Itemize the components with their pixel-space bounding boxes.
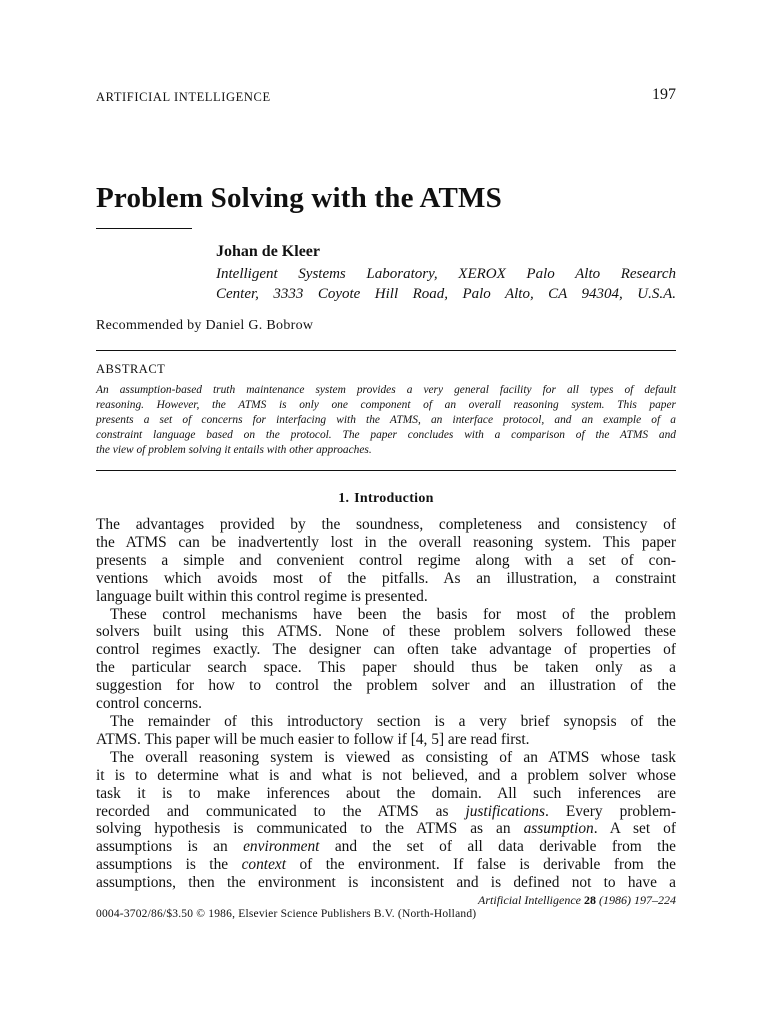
citation-pages: (1986) 197–224: [599, 893, 676, 907]
abstract-bottom-rule: [96, 470, 676, 471]
body-line: The overall reasoning system is viewed as consisting of an ATMS whose task: [110, 748, 676, 766]
body-line: The advantages provided by the soundness, completeness and consistency of: [96, 516, 676, 533]
body-line: control concerns.: [96, 695, 202, 713]
defined-term: assumption: [523, 820, 594, 838]
abstract-top-rule: [96, 350, 676, 351]
citation-volume: 28: [584, 893, 596, 907]
abstract-line: reasoning. However, the ATMS is only one component of an overall reasoning system. This paper: [96, 399, 676, 411]
author-affiliation: [216, 264, 676, 304]
body-line: suggestion for how to control the problem solver and an illustration of the: [96, 677, 676, 695]
abstract-text: [96, 383, 676, 458]
paper-title: Problem Solving with the ATMS: [96, 182, 502, 214]
copyright-line: 0004-3702/86/$3.50 © 1986, Elsevier Science Publishers B.V. (North-Holland): [96, 908, 477, 920]
defined-term: context: [241, 856, 287, 874]
defined-term: environment: [243, 838, 320, 856]
abstract-line: presents a set of concerns for interfacing with the ATMS, an interface protocol, and an example of a: [96, 414, 676, 426]
body-line: it is to determine what is and what is not believed, and a problem solver whose: [96, 766, 676, 784]
affiliation-line: Intelligent Systems Laboratory, XEROX Palo Alto Research: [216, 266, 676, 282]
section-heading: [96, 491, 676, 507]
affiliation-line: Center, 3333 Coyote Hill Road, Palo Alto, CA 94304, U.S.A.: [216, 286, 676, 302]
journal-citation: [478, 893, 676, 908]
body-line: presents a simple and convenient control regime along with a set of con-: [96, 551, 676, 569]
body-line: The remainder of this introductory section is a very brief synopsis of the: [110, 712, 676, 730]
body-line: ATMS. This paper will be much easier to follow if [4, 5] are read first.: [96, 730, 530, 748]
body-line: language built within this control regime is presented.: [96, 587, 428, 605]
author-name: Johan de Kleer: [216, 243, 320, 260]
title-underline: [96, 228, 192, 229]
body-line: task it is to make inferences about the domain. All such inferences are: [96, 784, 676, 802]
defined-term: justifications: [465, 802, 545, 820]
body-text: [96, 516, 676, 892]
body-line: solvers built using this ATMS. None of these problem solvers followed these: [96, 623, 676, 641]
section-title: Introduction: [354, 491, 434, 506]
abstract-label: ABSTRACT: [96, 362, 166, 376]
abstract-line: constraint language based on the protocol. The paper concludes with a comparison of the ATMS and: [96, 429, 676, 441]
abstract-line: the view of problem solving it entails with other approaches.: [96, 444, 372, 456]
body-line: the ATMS can be inadvertently lost in the overall reasoning system. This paper: [96, 533, 676, 551]
body-line: assumptions is the context of the environment. If false is derivable from the: [96, 856, 677, 874]
body-line: solving hypothesis is communicated to the ATMS as an assumption. A set of: [96, 820, 676, 838]
running-head: ARTIFICIAL INTELLIGENCE: [96, 90, 271, 104]
body-line: assumptions, then the environment is inconsistent and is defined not to have a: [96, 874, 676, 892]
body-line: ventions which avoids most of the pitfalls. As an illustration, a constraint: [96, 569, 676, 587]
body-line: These control mechanisms have been the basis for most of the problem: [110, 605, 676, 623]
body-line: assumptions is an environment and the set of all data derivable from the: [96, 838, 676, 856]
body-line: control regimes exactly. The designer can often take advantage of properties of: [96, 641, 676, 659]
recommended-by: Recommended by Daniel G. Bobrow: [96, 318, 314, 333]
section-number: 1.: [338, 491, 350, 506]
body-line: recorded and communicated to the ATMS as justifications. Every problem-: [96, 802, 676, 820]
abstract-line: An assumption-based truth maintenance system provides a very general facility for all types of default: [96, 384, 676, 396]
citation-journal: Artificial Intelligence: [478, 893, 581, 907]
page-number: 197: [652, 86, 676, 103]
body-line: the particular search space. This paper should thus be taken only as a: [96, 659, 676, 677]
